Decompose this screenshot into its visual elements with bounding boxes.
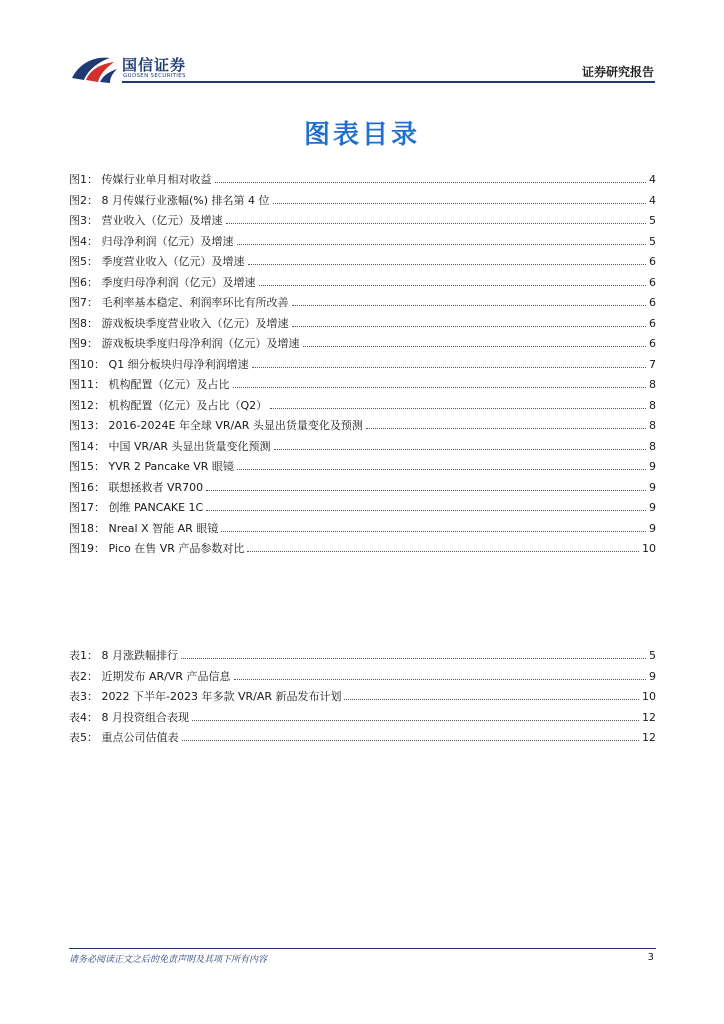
toc-leader-dots [292,305,647,306]
toc-entry-label: 图11： 机构配置（亿元）及占比 [69,378,230,391]
toc-leader-dots [221,531,646,532]
figure-toc-entry[interactable] [69,375,656,396]
toc-entry-page: 9 [649,460,656,473]
table-toc-entry[interactable] [69,646,656,667]
figure-toc-entry[interactable] [69,539,656,560]
toc-entry-page: 12 [642,731,656,744]
toc-leader-dots [366,428,646,429]
header-divider [122,81,655,83]
toc-leader-dots [226,223,647,224]
toc-leader-dots [233,387,647,388]
page-number: 3 [647,952,654,963]
toc-entry-label: 图7： 毛利率基本稳定、利润率环比有所改善 [69,296,289,309]
toc-entry-label: 图8： 游戏板块季度营业收入（亿元）及增速 [69,316,289,330]
toc-entry-label: 表3： 2022 下半年-2023 年多款 VR/AR 新品发布计划 [69,690,342,703]
toc-leader-dots [344,699,639,700]
toc-leader-dots [192,720,639,721]
toc-entry-page: 12 [642,710,656,724]
toc-entry-label: 图4： 归母净利润（亿元）及增速 [69,234,234,248]
toc-entry-page: 9 [649,669,656,683]
footer-divider [69,948,656,949]
table-toc-entry[interactable] [69,728,656,749]
toc-entry-label: 图2： 8 月传媒行业涨幅(%) 排名第 4 位 [69,193,270,207]
toc-leader-dots [259,285,647,286]
figure-toc-entry[interactable] [69,273,656,294]
toc-entry-page: 4 [649,173,656,186]
figure-toc-list [69,170,656,560]
toc-entry-page: 10 [642,690,656,703]
toc-entry-page: 5 [649,214,656,227]
guosen-logo-icon [70,52,120,84]
toc-leader-dots [273,203,646,204]
toc-leader-dots [252,367,646,368]
toc-leader-dots [237,244,647,245]
figure-toc-entry[interactable] [69,211,656,232]
table-toc-entry[interactable] [69,687,656,708]
toc-leader-dots [292,326,647,327]
logo-chinese-name: 国信证券 [122,56,187,74]
toc-entry-label: 图3： 营业收入（亿元）及增速 [69,214,223,227]
toc-entry-label: 图6： 季度归母净利润（亿元）及增速 [69,275,256,289]
figure-toc-entry[interactable] [69,519,656,540]
toc-entry-label: 图18： Nreal X 智能 AR 眼镜 [69,521,219,535]
figure-toc-entry[interactable] [69,170,656,191]
toc-leader-dots [274,449,646,450]
figure-toc-entry[interactable] [69,457,656,478]
toc-entry-page: 4 [649,193,656,207]
toc-entry-label: 图13： 2016-2024E 年全球 VR/AR 头显出货量变化及预测 [69,419,363,432]
toc-entry-label: 表5： 重点公司估值表 [69,731,179,744]
figure-toc-entry[interactable] [69,252,656,273]
toc-entry-page: 8 [649,398,656,412]
figure-toc-entry[interactable] [69,314,656,335]
toc-leader-dots [270,408,646,409]
figure-toc-entry[interactable] [69,437,656,458]
toc-entry-page: 8 [649,419,656,432]
toc-entry-label: 表1： 8 月涨跌幅排行 [69,649,178,662]
figure-toc-entry[interactable] [69,478,656,499]
page-title: 图表目录 [303,120,420,150]
logo-english-name: GUOSEN SECURITIES [123,73,186,79]
toc-entry-label: 图15： YVR 2 Pancake VR 眼镜 [69,460,234,473]
toc-entry-label: 表2： 近期发布 AR/VR 产品信息 [69,669,231,683]
toc-entry-label: 图16： 联想拯救者 VR700 [69,480,204,494]
toc-entry-page: 8 [649,378,656,391]
figure-toc-entry[interactable] [69,293,656,314]
toc-entry-page: 9 [649,480,656,494]
toc-leader-dots [215,182,647,183]
toc-entry-page: 6 [649,316,656,330]
toc-leader-dots [247,551,639,552]
toc-entry-page: 8 [649,439,656,453]
toc-entry-page: 6 [649,275,656,289]
toc-entry-label: 表4： 8 月投资组合表现 [69,710,189,724]
toc-entry-page: 6 [649,337,656,350]
toc-leader-dots [237,469,646,470]
figure-toc-entry[interactable] [69,232,656,253]
toc-entry-label: 图1： 传媒行业单月相对收益 [69,173,212,186]
toc-leader-dots [181,658,646,659]
table-toc-entry[interactable] [69,708,656,729]
figure-toc-entry[interactable] [69,396,656,417]
report-type-label: 证券研究报告 [581,65,654,79]
toc-entry-page: 5 [649,649,656,662]
figure-toc-entry[interactable] [69,191,656,212]
figure-toc-entry[interactable] [69,334,656,355]
toc-entry-label: 图12： 机构配置（亿元）及占比（Q2） [69,398,268,412]
toc-leader-dots [234,679,646,680]
toc-entry-label: 图9： 游戏板块季度归母净利润（亿元）及增速 [69,337,300,350]
toc-entry-label: 图14： 中国 VR/AR 头显出货量变化预测 [69,439,271,453]
toc-leader-dots [248,264,647,265]
footer-disclaimer: 请务必阅读正文之后的免责声明及其项下所有内容 [69,955,268,965]
toc-leader-dots [182,740,640,741]
toc-entry-label: 图19： Pico 在售 VR 产品参数对比 [69,542,245,555]
toc-entry-label: 图5： 季度营业收入（亿元）及增速 [69,255,245,268]
figure-toc-entry[interactable] [69,416,656,437]
toc-entry-page: 7 [649,357,656,371]
toc-entry-page: 6 [649,255,656,268]
toc-entry-page: 10 [642,542,656,555]
toc-leader-dots [206,490,646,491]
toc-entry-label: 图17： 创维 PANCAKE 1C [69,501,204,514]
figure-toc-entry[interactable] [69,498,656,519]
page-header [0,0,724,90]
toc-entry-page: 9 [649,521,656,535]
toc-entry-page: 6 [649,296,656,309]
figure-toc-entry[interactable] [69,355,656,376]
toc-entry-page: 9 [649,501,656,514]
toc-entry-label: 图10： Q1 细分板块归母净利润增速 [69,357,249,371]
table-toc-entry[interactable] [69,667,656,688]
toc-leader-dots [206,510,646,511]
toc-leader-dots [303,346,647,347]
toc-entry-page: 5 [649,234,656,248]
table-toc-list [69,646,656,749]
